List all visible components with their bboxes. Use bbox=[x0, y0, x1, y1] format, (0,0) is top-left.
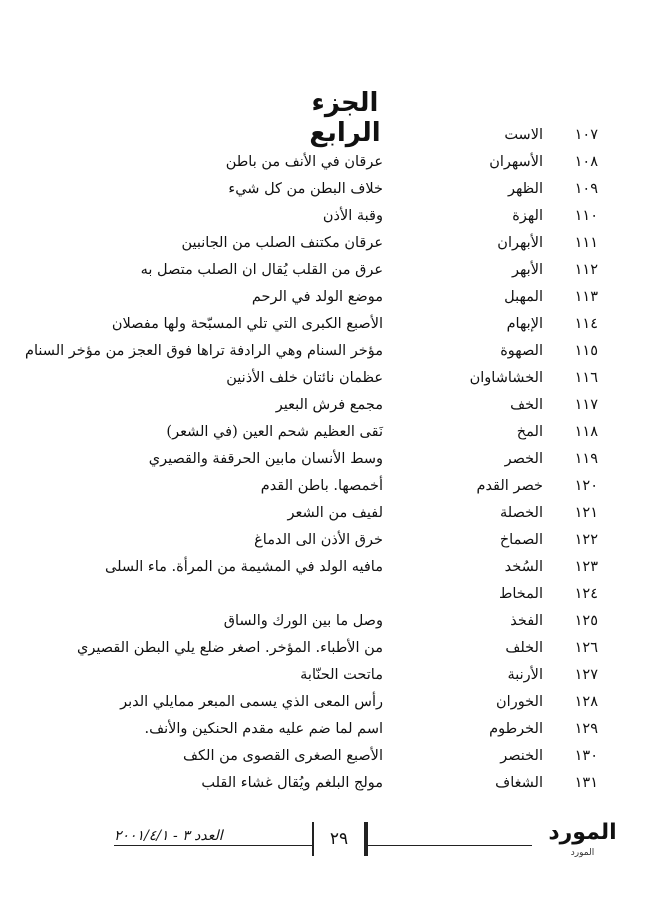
entry-number: ١٠٨ bbox=[574, 154, 598, 170]
glossary-list bbox=[0, 122, 661, 797]
entry-number: ١٣٠ bbox=[574, 748, 598, 764]
entry-definition: عظمان نائتان خلف الأذنين bbox=[226, 370, 383, 386]
entry-number: ١٢٠ bbox=[574, 478, 598, 494]
entry-definition: ماتحت الحنّابة bbox=[300, 667, 383, 683]
entry-number: ١١٣ bbox=[574, 289, 598, 305]
logo-text: المورد bbox=[548, 820, 617, 845]
entry-term: الخف bbox=[510, 397, 543, 413]
glossary-row bbox=[0, 500, 661, 527]
entry-definition: لفيف من الشعر bbox=[287, 505, 383, 521]
entry-definition: من الأطباء. المؤخر. اصغر ضلع يلي البطن القصيري bbox=[77, 640, 383, 656]
glossary-row bbox=[0, 689, 661, 716]
entry-number: ١٢٥ bbox=[574, 613, 598, 629]
entry-number: ١١٧ bbox=[574, 397, 598, 413]
entry-term: الأرنبة bbox=[507, 667, 543, 683]
entry-term: الفخذ bbox=[510, 613, 543, 629]
entry-number: ١٣١ bbox=[574, 775, 598, 791]
entry-definition: مؤخر السنام وهي الرادفة تراها فوق العجز من مؤخر السنام bbox=[24, 343, 383, 359]
entry-number: ١٢٨ bbox=[574, 694, 598, 710]
entry-term: السُخد bbox=[504, 559, 543, 575]
entry-number: ١١٢ bbox=[574, 262, 598, 278]
entry-definition: عرق من القلب يُقال ان الصلب متصل به bbox=[140, 262, 383, 278]
entry-term: الإبهام bbox=[506, 316, 543, 332]
glossary-row bbox=[0, 770, 661, 797]
glossary-row bbox=[0, 662, 661, 689]
glossary-row bbox=[0, 311, 661, 338]
entry-term: الشغاف bbox=[495, 775, 543, 791]
entry-term: الخوران bbox=[496, 694, 543, 710]
entry-term: الخلف bbox=[505, 640, 543, 656]
entry-number: ١٢٩ bbox=[574, 721, 598, 737]
entry-term: الهزة bbox=[512, 208, 543, 224]
entry-definition: وسط الأنسان مابين الحرقفة والقصيري bbox=[148, 451, 383, 467]
logo-subtext: المورد bbox=[570, 848, 595, 858]
entry-definition: خرق الأذن الى الدماغ bbox=[254, 532, 383, 548]
entry-term: الصهوة bbox=[500, 343, 543, 359]
entry-definition: عرقان في الأنف من باطن bbox=[225, 154, 383, 170]
glossary-row bbox=[0, 527, 661, 554]
entry-definition: الأصبع الكبرى التي تلي المسبّحة ولها مفصلان bbox=[111, 316, 383, 332]
glossary-row bbox=[0, 230, 661, 257]
entry-number: ١١٠ bbox=[574, 208, 598, 224]
glossary-row bbox=[0, 419, 661, 446]
glossary-row bbox=[0, 338, 661, 365]
page-number: ٢٩ bbox=[312, 822, 368, 856]
glossary-row bbox=[0, 635, 661, 662]
entry-term: الخشاشاوان bbox=[469, 370, 543, 386]
glossary-row bbox=[0, 203, 661, 230]
entry-definition: اسم لما ضم عليه مقدم الحنكين والأنف. bbox=[144, 721, 383, 737]
glossary-row bbox=[0, 581, 661, 608]
entry-number: ١٢٤ bbox=[574, 586, 598, 602]
entry-definition: رأس المعى الذي يسمى المبعر ممايلي الدبر bbox=[120, 694, 383, 710]
page-heading: الجزء الرابع bbox=[309, 88, 381, 148]
entry-number: ١٠٩ bbox=[574, 181, 598, 197]
entry-number: ١٢١ bbox=[574, 505, 598, 521]
entry-number: ١٠٧ bbox=[574, 127, 598, 143]
entry-number: ١١٨ bbox=[574, 424, 598, 440]
entry-term: المخاط bbox=[498, 586, 543, 602]
glossary-row bbox=[0, 608, 661, 635]
glossary-row bbox=[0, 176, 661, 203]
entry-term: المخ bbox=[516, 424, 543, 440]
entry-definition: وقبة الأذن bbox=[322, 208, 383, 224]
entry-term: الأبهر bbox=[511, 262, 543, 278]
glossary-row bbox=[0, 122, 661, 149]
entry-definition: الأصبع الصغرى القصوى من الكف bbox=[183, 748, 383, 764]
entry-definition: عرقان مكتنف الصلب من الجانبين bbox=[181, 235, 383, 251]
glossary-row bbox=[0, 716, 661, 743]
entry-term: خصر القدم bbox=[476, 478, 543, 494]
glossary-row bbox=[0, 284, 661, 311]
glossary-row bbox=[0, 392, 661, 419]
glossary-row bbox=[0, 365, 661, 392]
journal-logo bbox=[540, 818, 625, 864]
entry-number: ١٢٢ bbox=[574, 532, 598, 548]
entry-term: الأبهران bbox=[497, 235, 543, 251]
entry-term: الاست bbox=[504, 127, 543, 143]
glossary-row bbox=[0, 446, 661, 473]
entry-number: ١١٦ bbox=[574, 370, 598, 386]
entry-number: ١٢٧ bbox=[574, 667, 598, 683]
glossary-row bbox=[0, 257, 661, 284]
entry-definition: خلاف البطن من كل شيء bbox=[228, 181, 383, 197]
entry-term: الخرطوم bbox=[489, 721, 543, 737]
entry-term: الأسهران bbox=[489, 154, 543, 170]
entry-number: ١٢٣ bbox=[574, 559, 598, 575]
entry-definition: نَقى العظيم شحم العين (في الشعر) bbox=[166, 424, 383, 440]
entry-term: الظهر bbox=[507, 181, 543, 197]
page-footer bbox=[30, 818, 630, 868]
glossary-row bbox=[0, 149, 661, 176]
entry-term: الخصلة bbox=[500, 505, 543, 521]
entry-term: الصماخ bbox=[499, 532, 543, 548]
entry-term: الخنصر bbox=[500, 748, 543, 764]
entry-number: ١١٤ bbox=[574, 316, 598, 332]
entry-definition: مجمع فرش البعير bbox=[275, 397, 383, 413]
glossary-row bbox=[0, 473, 661, 500]
issue-label: العدد ٣ - ٢٠٠١/٤/١ bbox=[114, 828, 223, 844]
entry-definition: موضع الولد في الرحم bbox=[251, 289, 383, 305]
entry-definition: أخمصها. باطن القدم bbox=[260, 478, 383, 494]
glossary-row bbox=[0, 743, 661, 770]
entry-number: ١٢٦ bbox=[574, 640, 598, 656]
entry-definition: مافيه الولد في المشيمة من المرأة. ماء السلى bbox=[105, 559, 383, 575]
entry-definition: وصل ما بين الورك والساق bbox=[223, 613, 383, 629]
glossary-row bbox=[0, 554, 661, 581]
entry-number: ١١١ bbox=[574, 235, 598, 251]
entry-term: المهبل bbox=[504, 289, 543, 305]
entry-number: ١١٩ bbox=[574, 451, 598, 467]
entry-number: ١١٥ bbox=[574, 343, 598, 359]
entry-term: الخصر bbox=[504, 451, 543, 467]
entry-definition: مولج البلغم ويُقال غشاء القلب bbox=[201, 775, 383, 791]
